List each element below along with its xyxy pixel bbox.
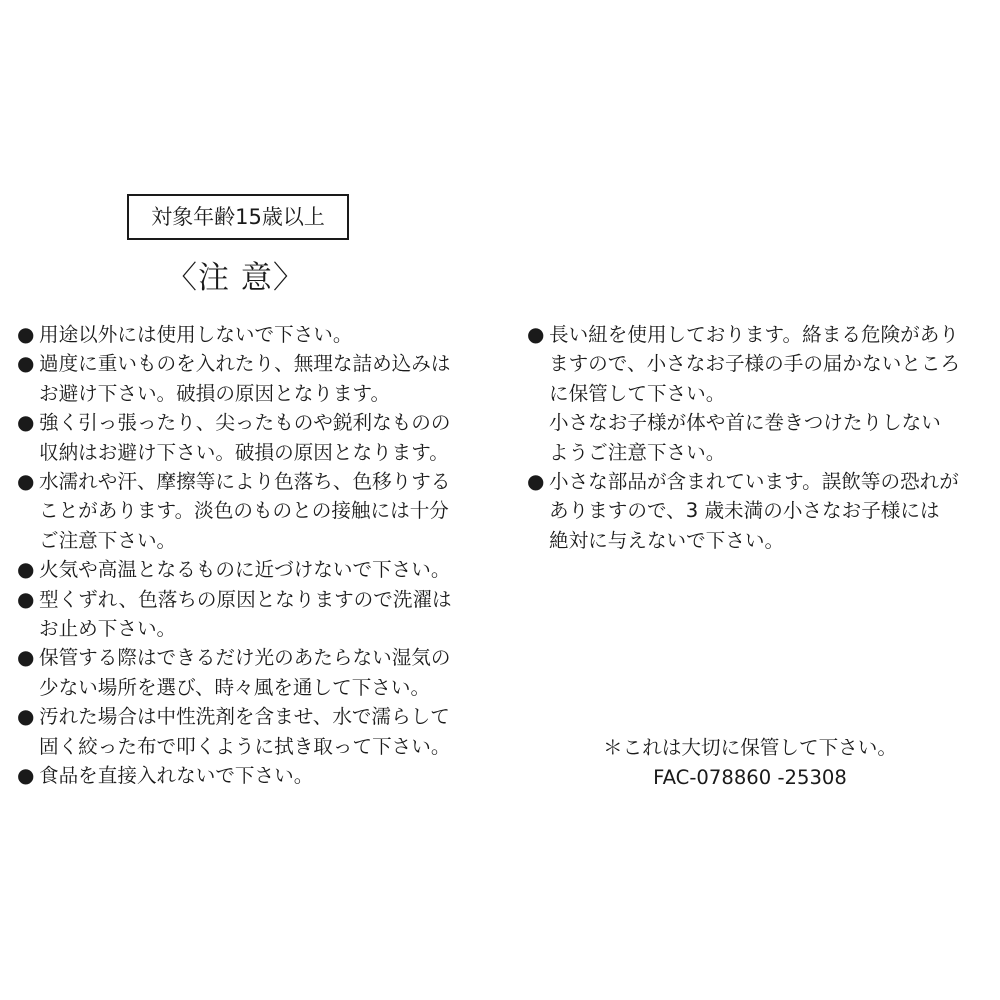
caution-line: ますので、小さなお子様の手の届かないところ (549, 352, 961, 376)
caution-line: 火気や高温となるものに近づけないで下さい。 (39, 558, 451, 582)
bullet-icon: ● (17, 469, 35, 494)
caution-line: 長い紐を使用しております。絡まる危険があり (549, 323, 959, 346)
caution-item (17, 555, 452, 584)
caution-line: 保管する際はできるだけ光のあたらない湿気の (39, 646, 451, 670)
bullet-icon: ● (17, 410, 35, 435)
caution-line: ありますので、3 歳未満の小さなお子様には (549, 499, 940, 523)
bullet-icon: ● (527, 469, 545, 494)
caution-line: 水濡れや汗、摩擦等により色落ち、色移りする (39, 470, 451, 494)
caution-item (17, 320, 452, 349)
caution-line: 食品を直接入れないで下さい。 (39, 764, 314, 788)
caution-item (17, 761, 452, 790)
caution-line: 強く引っ張ったり、尖ったものや鋭利なものの (39, 411, 451, 435)
caution-line: お止め下さい。 (39, 617, 177, 641)
bullet-icon: ● (17, 322, 35, 346)
bullet-icon: ● (17, 704, 35, 729)
caution-list-right (527, 320, 960, 555)
caution-item (527, 467, 960, 555)
caution-line: に保管して下さい。 (549, 381, 726, 405)
caution-item (17, 585, 452, 644)
caution-item (17, 408, 452, 467)
caution-heading: 〈注 意〉 (166, 260, 305, 296)
caution-item (17, 702, 452, 761)
age-label-box: 対象年齢15歳以上 (127, 194, 349, 240)
bullet-icon: ● (17, 645, 35, 670)
storage-note: ＊これは大切に保管して下さい。 (603, 736, 897, 759)
bullet-icon: ● (527, 322, 545, 346)
bullet-icon: ● (17, 557, 35, 582)
product-code: FAC-078860 -25308 (653, 766, 847, 789)
caution-line: 用途以外には使用しないで下さい。 (39, 323, 353, 346)
caution-line: ようご注意下さい。 (549, 440, 726, 464)
caution-line: 収納はお避け下さい。破損の原因となります。 (39, 440, 449, 464)
caution-item (17, 467, 452, 555)
caution-item (17, 349, 452, 408)
caution-item (527, 320, 960, 467)
caution-line: ご注意下さい。 (39, 528, 177, 552)
caution-line: 少ない場所を選び、時々風を通して下さい。 (39, 675, 431, 699)
bullet-icon: ● (17, 586, 35, 611)
caution-list-left (17, 320, 452, 791)
caution-line: 汚れた場合は中性洗剤を含ませ、水で濡らして (39, 705, 450, 729)
caution-line: お避け下さい。破損の原因となります。 (39, 381, 391, 405)
bullet-icon: ● (17, 763, 35, 788)
caution-line: 小さなお子様が体や首に巻きつけたりしない (549, 411, 941, 435)
caution-line: 絶対に与えないで下さい。 (549, 528, 785, 552)
caution-item (17, 643, 452, 702)
caution-line: 固く絞った布で叩くように拭き取って下さい。 (39, 734, 451, 758)
caution-line: ことがあります。淡色のものとの接触には十分 (39, 499, 449, 523)
caution-line: 型くずれ、色落ちの原因となりますので洗濯は (39, 587, 452, 611)
bullet-icon: ● (17, 351, 35, 376)
caution-line: 過度に重いものを入れたり、無理な詰め込みは (39, 352, 451, 376)
caution-line: 小さな部品が含まれています。誤飲等の恐れが (549, 470, 959, 494)
